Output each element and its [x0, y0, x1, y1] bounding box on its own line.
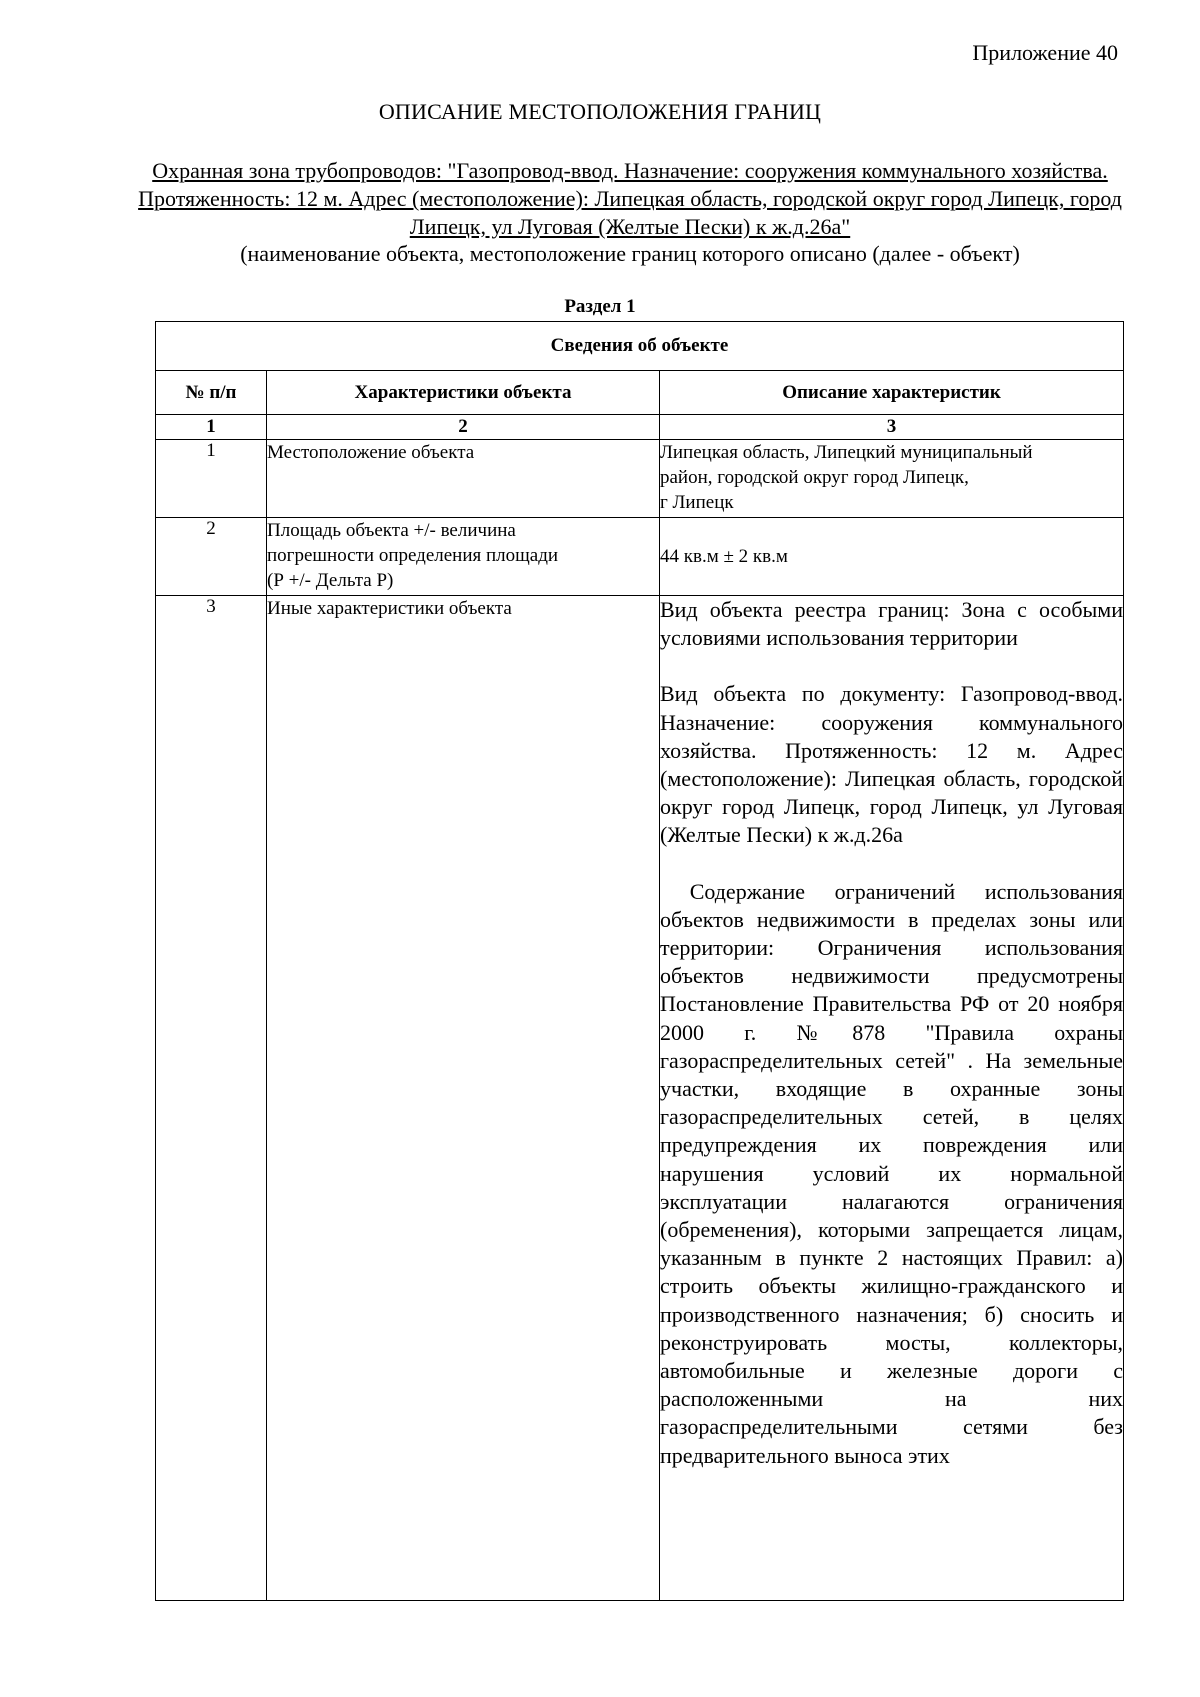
description-paragraph: Содержание ограничений использования объектов недвижимости в пределах зоны или территории: Ограничения использования объектов недвижимости предусмотрены Постановление Правительства РФ от 20 ноября 2000 г. №878 "Правила охраны газораспределительных сетей" . На земельные участки, входящие в охранные зоны газораспределительных сетей, в целях предупреждения их повреждения или нарушения условий их нормальной эксплуатации налагаются ограничения (обременения), которыми запрещается лицам, указанным в пункте 2 настоящих Правил: а) строить объекты жилищно-гражданского и производственного назначения; б) сносить и реконструировать мосты, коллекторы, автомобильные и железные дороги с расположенными на них газораспределительными сетями без предварительного выноса этих [660, 878, 1129, 1468]
description-line: Липецкая область, Липецкий муниципальный [660, 442, 1033, 463]
description-line: район, городской округ город Липецк, [660, 467, 969, 488]
appendix-label: Приложение 40 [972, 40, 1118, 65]
row-characteristic: Местоположение объекта [267, 440, 660, 518]
row-number: 1 [156, 440, 267, 518]
table-header-row [156, 371, 1124, 415]
description-paragraph: Вид объекта по документу: Газопровод-ввод. Назначение: сооружения коммунального хозяйства. Протяженность: 12 м. Адрес (местоположение): Липецкая область, городской округ город Липецк, город Липецк, ул Луговая (Желтые Пески) к ж.д.26а [660, 681, 1123, 848]
table-caption: Сведения об объекте [156, 322, 1124, 371]
row-characteristic [267, 518, 660, 596]
section-label: Раздел 1 [564, 296, 636, 317]
description-line: г Липецк [660, 492, 734, 513]
row-number: 2 [156, 518, 267, 596]
characteristic-line: Площадь объекта +/- величина [267, 520, 516, 541]
row-number: 3 [156, 596, 267, 1601]
row-description: 44 кв.м ± 2 кв.м [660, 518, 1124, 596]
column-number-2: 2 [267, 415, 660, 440]
object-name: Охранная зона трубопроводов: "Газопровод-ввод. Назначение: сооружения коммунального хозяйства. Протяженность: 12 м. Адрес (местоположение): Липецкая область, городской округ город Липецк, город Липецк, ул Луговая (Желтые Пески) к ж.д.26а" [138, 158, 1122, 239]
row-description [660, 596, 1129, 1601]
table-row [156, 440, 1124, 518]
table-caption-row [156, 322, 1124, 371]
column-header-description: Описание характеристик [660, 371, 1124, 415]
table-row [156, 518, 1124, 596]
column-number-3: 3 [660, 415, 1124, 440]
characteristic-line: погрешности определения площади [267, 545, 559, 566]
object-info-table [155, 321, 1129, 1601]
column-number-row [156, 415, 1124, 440]
column-number-1: 1 [156, 415, 267, 440]
row-description [660, 440, 1124, 518]
column-header-number: № п/п [156, 371, 267, 415]
column-header-characteristic: Характеристики объекта [267, 371, 660, 415]
object-caption: (наименование объекта, местоположение границ которого описано (далее - объект) [240, 241, 1020, 266]
document-title: ОПИСАНИЕ МЕСТОПОЛОЖЕНИЯ ГРАНИЦ [378, 99, 822, 124]
row-characteristic: Иные характеристики объекта [267, 596, 660, 1601]
characteristic-line: (Р +/- Дельта Р) [267, 570, 394, 591]
table-row [156, 596, 1124, 1601]
description-paragraph: Вид объекта реестра границ: Зона с особыми условиями использования территории [660, 597, 1123, 651]
